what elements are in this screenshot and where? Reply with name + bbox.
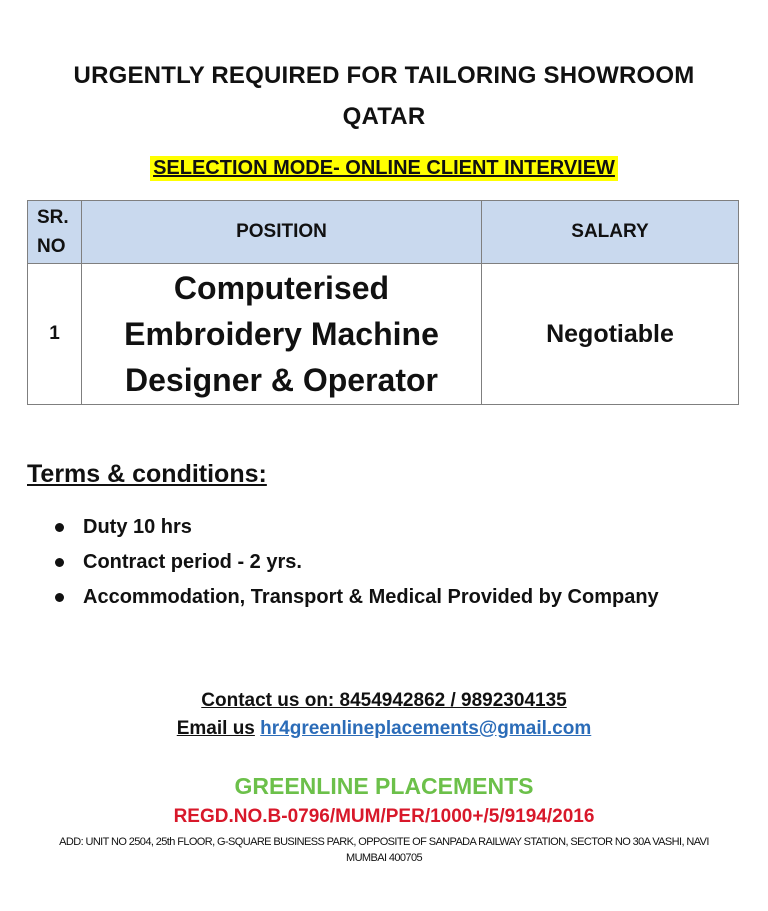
- list-item: [55, 547, 659, 582]
- column-header-sr-line2: NO: [37, 236, 66, 257]
- position-line: Embroidery Machine: [124, 316, 439, 352]
- cell-sr-no: 1: [28, 264, 82, 405]
- contact-phone-line: Contact us on: 8454942862 / 9892304135: [201, 690, 567, 711]
- registration-number: REGD.NO.B-0796/MUM/PER/1000+/5/9194/2016: [173, 806, 595, 827]
- selection-mode-banner: SELECTION MODE- ONLINE CLIENT INTERVIEW: [150, 156, 618, 181]
- company-name: GREENLINE PLACEMENTS: [234, 773, 534, 799]
- contact-email-line: [0, 718, 768, 740]
- bullet-icon: [55, 558, 64, 567]
- terms-list: [55, 512, 659, 617]
- list-item: [55, 512, 659, 547]
- table-header-row: [28, 201, 739, 264]
- terms-heading: Terms & conditions:: [27, 460, 267, 488]
- page-title: URGENTLY REQUIRED FOR TAILORING SHOWROOM: [73, 62, 695, 89]
- column-header-sr-line1: SR.: [37, 207, 69, 228]
- positions-table: [27, 200, 739, 405]
- column-header-position: POSITION: [82, 201, 482, 264]
- email-link[interactable]: hr4greenlineplacements@gmail.com: [260, 718, 592, 739]
- column-header-salary: SALARY: [482, 201, 739, 264]
- column-header-sr-no: [28, 201, 82, 264]
- company-address: ADD: UNIT NO 2504, 25th FLOOR, G-SQUARE BUSINESS PARK, OPPOSITE OF SANPADA RAILWAY STATION, SECTOR NO 30A VASHI, NAVI MUMBAI 400705: [59, 836, 709, 864]
- position-line: Computerised: [173, 270, 390, 306]
- page-title-country: QATAR: [342, 103, 426, 130]
- cell-position: [82, 264, 482, 405]
- bullet-icon: [55, 593, 64, 602]
- term-text: Contract period - 2 yrs.: [83, 551, 302, 573]
- table-row: [28, 264, 739, 405]
- list-item: [55, 582, 659, 617]
- bullet-icon: [55, 523, 64, 532]
- email-label: Email us: [176, 718, 255, 739]
- cell-salary: Negotiable: [482, 264, 739, 405]
- term-text: Duty 10 hrs: [83, 516, 192, 538]
- term-text: Accommodation, Transport & Medical Provided by Company: [83, 586, 659, 608]
- position-line: Designer & Operator: [125, 362, 438, 398]
